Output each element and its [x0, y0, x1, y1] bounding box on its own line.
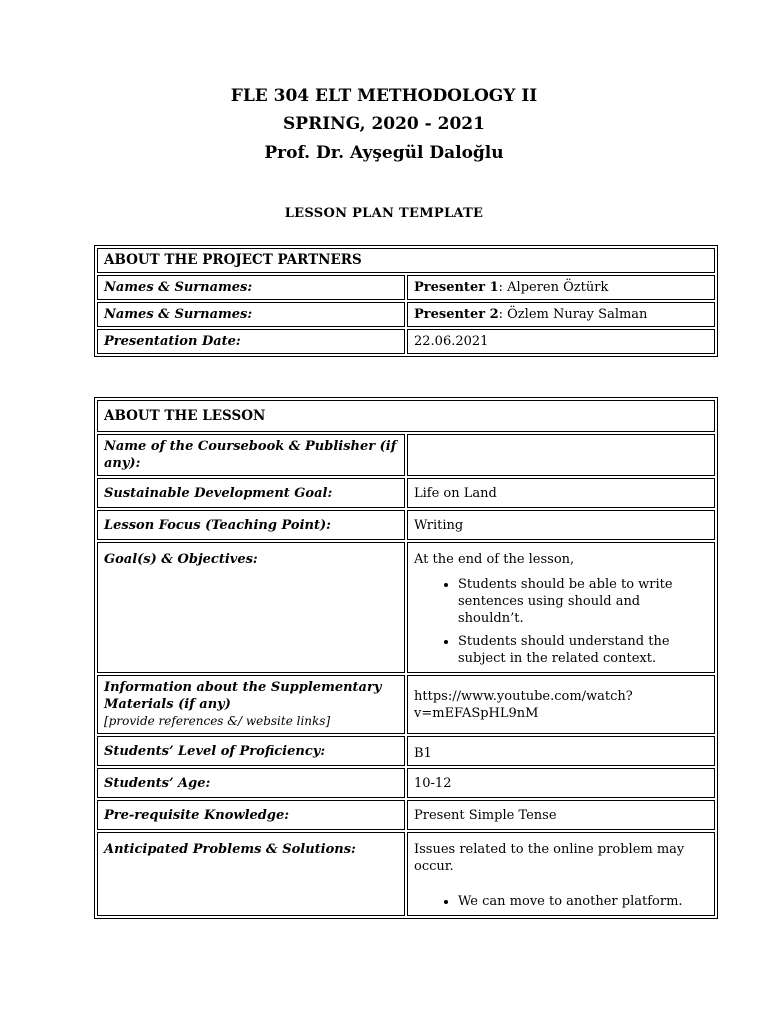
list-item: • We can move to another platform.	[458, 893, 708, 910]
goals-list	[414, 576, 708, 667]
age-value: 10-12	[407, 768, 715, 798]
prereq-label: Pre-requisite Knowledge:	[97, 800, 405, 830]
coursebook-value	[407, 434, 715, 476]
partner-2-label: Names & Surnames:	[97, 302, 405, 327]
table-row	[97, 768, 715, 798]
table-row	[97, 832, 715, 916]
prereq-value: Present Simple Tense	[407, 800, 715, 830]
table-row	[97, 329, 715, 354]
solutions-list	[414, 893, 708, 910]
coursebook-label: Name of the Coursebook & Publisher (if any):	[97, 434, 405, 476]
sdg-value: Life on Land	[407, 478, 715, 508]
supplementary-label-text: Information about the Supplementary Materials (if any)	[104, 680, 382, 712]
table-row	[97, 400, 715, 432]
focus-value: Writing	[407, 510, 715, 540]
list-item: • Students should understand the subject in the related context.	[458, 633, 708, 667]
table-row	[97, 434, 715, 476]
supplementary-link[interactable]: https://www.youtube.com/watch?v=mEFASpHL9nM	[407, 675, 715, 734]
table-row	[97, 478, 715, 508]
lesson-heading: ABOUT THE LESSON	[97, 400, 715, 432]
table-row	[97, 275, 715, 300]
about-lesson-table	[94, 397, 718, 919]
goals-label: Goal(s) & Objectives:	[97, 542, 405, 673]
sdg-label: Sustainable Development Goal:	[97, 478, 405, 508]
presenter-1-name: : Alperen Öztürk	[498, 280, 609, 295]
table-row	[97, 542, 715, 673]
presentation-date-label: Presentation Date:	[97, 329, 405, 354]
table-row	[97, 675, 715, 734]
partners-heading: ABOUT THE PROJECT PARTNERS	[97, 248, 715, 273]
presenter-2-key: Presenter 2	[414, 307, 499, 322]
age-label: Students’ Age:	[97, 768, 405, 798]
presenter-2-name: : Özlem Nuray Salman	[498, 307, 648, 322]
level-label: Students’ Level of Proficiency:	[97, 736, 405, 766]
problems-label: Anticipated Problems & Solutions:	[97, 832, 405, 916]
problems-value	[407, 832, 715, 916]
course-title: FLE 304 ELT METHODOLOGY II	[230, 86, 538, 106]
list-item: • Students should be able to write sentences using should and shouldn’t.	[458, 576, 708, 627]
document-title: LESSON PLAN TEMPLATE	[284, 206, 484, 221]
partner-2-value	[407, 302, 715, 327]
table-row	[97, 248, 715, 273]
table-row	[97, 736, 715, 766]
project-partners-table	[94, 245, 718, 357]
professor: Prof. Dr. Ayşegül Daloğlu	[264, 143, 504, 163]
problems-intro: Issues related to the online problem may occur.	[414, 842, 685, 874]
term: SPRING, 2020 - 2021	[283, 114, 485, 134]
goals-value	[407, 542, 715, 673]
goals-intro: At the end of the lesson,	[414, 552, 575, 567]
table-row	[97, 302, 715, 327]
level-value: B1	[407, 736, 715, 766]
table-row	[97, 510, 715, 540]
presenter-1-key: Presenter 1	[414, 280, 499, 295]
table-row	[97, 800, 715, 830]
focus-label: Lesson Focus (Teaching Point):	[97, 510, 405, 540]
partner-1-value	[407, 275, 715, 300]
presentation-date-value: 22.06.2021	[407, 329, 715, 354]
supplementary-note: [provide references &/ website links]	[104, 714, 331, 728]
supplementary-label	[97, 675, 405, 734]
partner-1-label: Names & Surnames:	[97, 275, 405, 300]
